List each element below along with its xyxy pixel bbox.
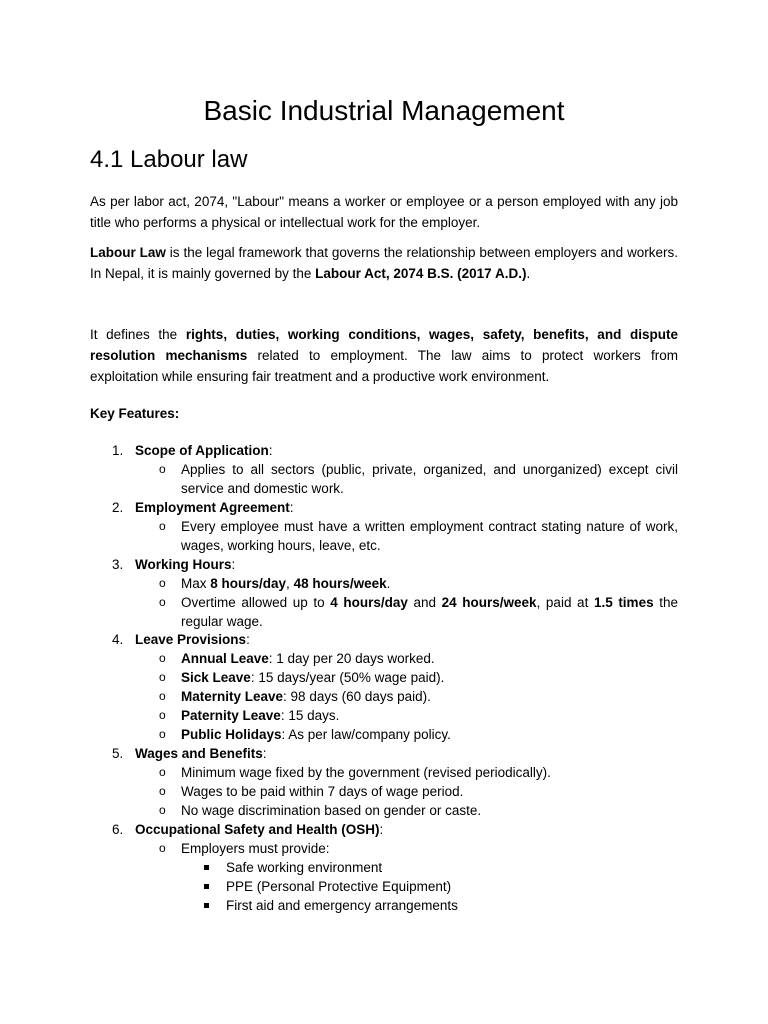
list-subitem-text: Safe working environment [226, 860, 383, 875]
feature-title: Scope of Application: [135, 443, 273, 458]
square-bullet-icon [204, 865, 209, 870]
circle-bullet-icon: o [159, 765, 166, 779]
list-item-text: Overtime allowed up to 4 hours/day and 24 hours/week, paid at 1.5 times the regular wage. [181, 595, 678, 629]
circle-bullet-icon: o [159, 784, 166, 798]
bold-text: rights, duties, working conditions, wages, safety, benefits, and dispute resolution mechanisms [90, 327, 678, 363]
feature-title: Employment Agreement: [135, 500, 294, 515]
list-item-text: Sick Leave: 15 days/year (50% wage paid). [181, 670, 445, 685]
list-number: 6. [112, 822, 124, 837]
text: It defines the [90, 327, 186, 342]
list-number: 5. [112, 746, 124, 761]
list-subitem-text: First aid and emergency arrangements [226, 898, 458, 913]
list-number: 3. [112, 557, 124, 572]
circle-bullet-icon: o [159, 595, 166, 609]
circle-bullet-icon: o [159, 670, 166, 684]
circle-bullet-icon: o [159, 519, 166, 533]
circle-bullet-icon: o [159, 576, 166, 590]
list-item-text: No wage discrimination based on gender or caste. [181, 803, 482, 818]
circle-bullet-icon: o [159, 689, 166, 703]
text: related to employment. The law aims to protect workers from exploitation while ensuring fair treatment and a productive work environment. [90, 348, 678, 384]
list-item-text: Maternity Leave: 98 days (60 days paid). [181, 689, 431, 704]
list-item-text: Annual Leave: 1 day per 20 days worked. [181, 651, 435, 666]
feature-title: Occupational Safety and Health (OSH): [135, 822, 384, 837]
list-item-text: Every employee must have a written employment contract stating nature of work, wages, working hours, leave, etc. [181, 519, 678, 553]
circle-bullet-icon: o [159, 727, 166, 741]
list-item-text: Minimum wage fixed by the government (revised periodically). [181, 765, 551, 780]
square-bullet-icon [204, 903, 209, 908]
paragraph-labour-law [90, 242, 678, 284]
circle-bullet-icon: o [159, 708, 166, 722]
list-item-text: Employers must provide: [181, 841, 330, 856]
list-number: 1. [112, 443, 124, 458]
bold-text: Labour Act, 2074 B.S. (2017 A.D.) [315, 266, 527, 281]
circle-bullet-icon: o [159, 803, 166, 817]
feature-title: Leave Provisions: [135, 632, 250, 647]
list-number: 4. [112, 632, 124, 647]
list-item-text: Paternity Leave: 15 days. [181, 708, 340, 723]
paragraph-defines [90, 324, 678, 387]
text: . [526, 266, 531, 281]
list-item-text: Public Holidays: As per law/company policy. [181, 727, 451, 742]
page-title: Basic Industrial Management [203, 95, 565, 126]
section-heading: 4.1 Labour law [90, 146, 248, 173]
text: is the legal framework that governs the relationship between employers and workers. In Nepal, it is mainly governed by the [90, 245, 678, 281]
bold-text: Labour Law [90, 245, 166, 260]
list-item-text: Applies to all sectors (public, private, organized, and unorganized) except civil service and domestic work. [181, 462, 678, 496]
paragraph-definition: As per labor act, 2074, "Labour" means a worker or employee or a person employed with any job title who performs a physical or intellectual work for the employer. [90, 194, 678, 230]
circle-bullet-icon: o [159, 462, 166, 476]
feature-title: Wages and Benefits: [135, 746, 267, 761]
list-subitem-text: PPE (Personal Protective Equipment) [226, 879, 452, 894]
circle-bullet-icon: o [159, 651, 166, 665]
square-bullet-icon [204, 884, 209, 889]
list-item-text: Max 8 hours/day, 48 hours/week. [181, 576, 391, 591]
list-item-text: Wages to be paid within 7 days of wage period. [181, 784, 464, 799]
circle-bullet-icon: o [159, 841, 166, 855]
list-number: 2. [112, 500, 124, 515]
key-features-label: Key Features: [90, 406, 180, 421]
feature-title: Working Hours: [135, 557, 236, 572]
